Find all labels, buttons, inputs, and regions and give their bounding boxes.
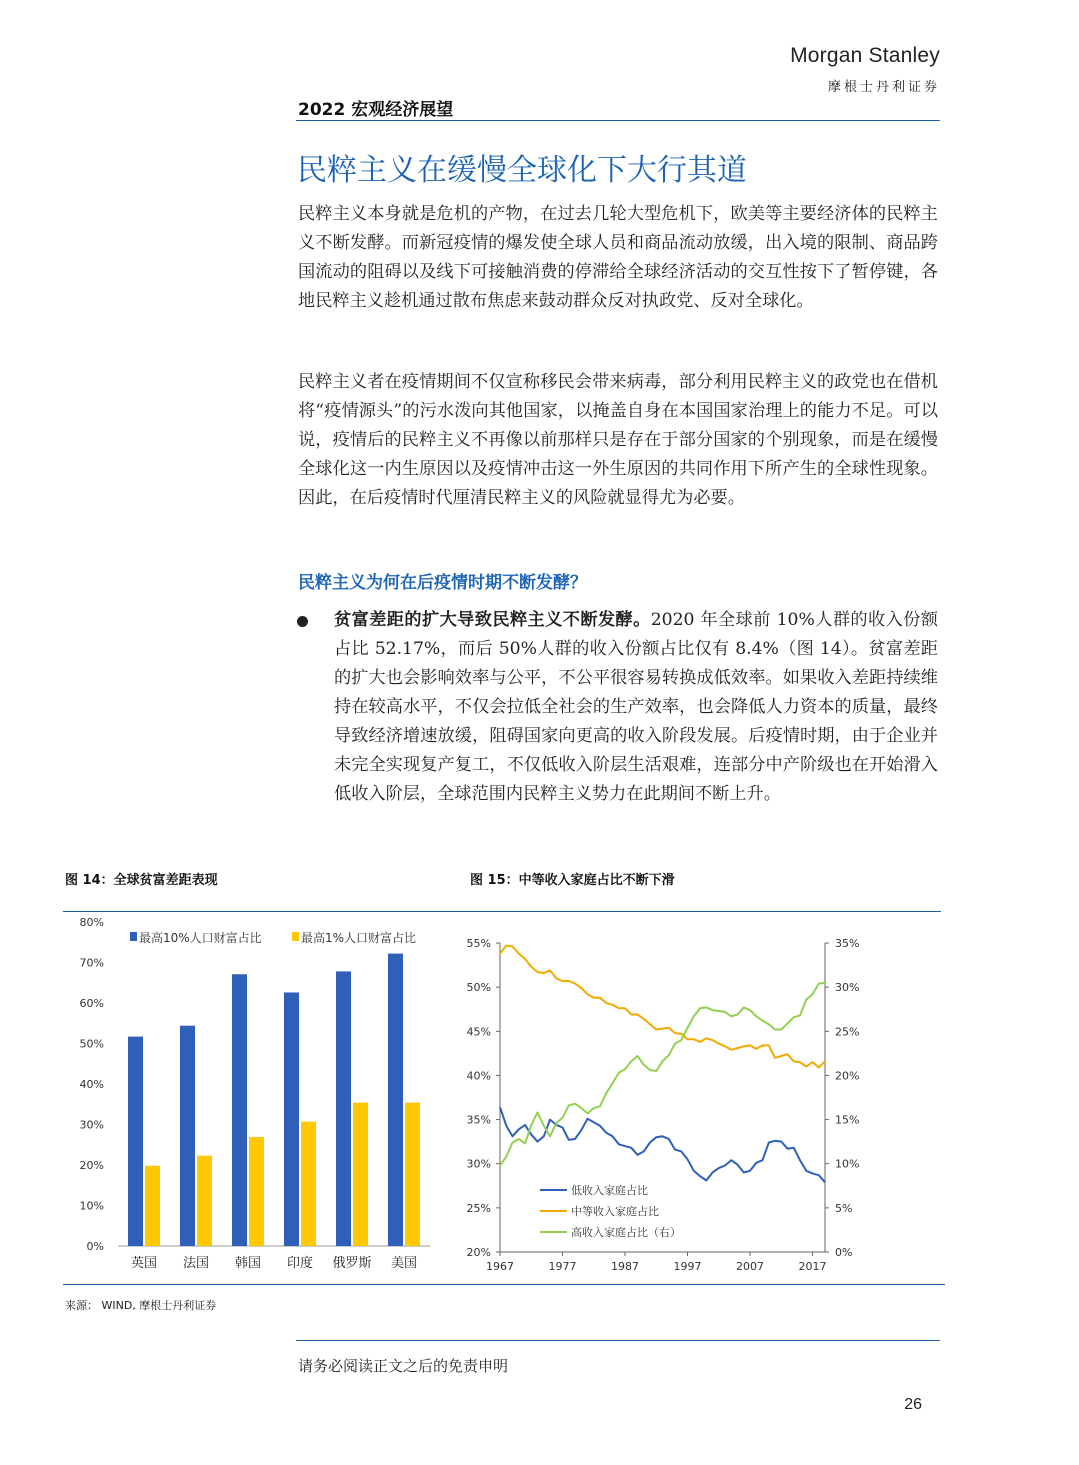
legend-label: 低收入家庭占比 (571, 1184, 648, 1197)
bullet-lead: 贫富差距的扩大导致民粹主义不断发酵。 (334, 610, 651, 630)
x-tick-label: 2017 (798, 1260, 827, 1273)
figure-source: 来源： WIND, 摩根士丹利证券 (65, 1299, 217, 1312)
right-tick-label: 20% (835, 1069, 860, 1083)
left-tick-label: 40% (466, 1069, 491, 1083)
bullet-body: 2020 年全球前 10%人群的收入份额占比 52.17%，而后 50%人群的收入份额占比仅有 8.4%（图 14）。贫富差距的扩大也会影响效率与公平，不公平很容易转换成低效率。如果收入差距持续维持在较高水平，不仅会拉低全社会的生产效率，也会降低人力资本的质量，最终导致经济增速放缓，阻碍国家向更高的收入阶段发展。后疫情时期，由于企业并未完全实现复产复工，不仅低收入阶层生活艰难，连部分中产阶级也在开始滑入低收入阶层，全球范围内民粹主义势力在此期间不断上升。 (334, 610, 938, 804)
right-tick-label: 0% (835, 1246, 853, 1259)
x-tick-label: 1967 (486, 1260, 514, 1273)
bar-top1 (301, 1122, 316, 1246)
header-divider (296, 120, 940, 121)
footer-divider (296, 1340, 940, 1341)
x-tick-label: 1997 (673, 1260, 702, 1273)
legend-label: 中等收入家庭占比 (571, 1205, 659, 1218)
x-tick-label: 印度 (286, 1256, 314, 1271)
bullet-dot-icon (297, 616, 308, 627)
income-share-line-chart (455, 925, 875, 1280)
legend-swatch (292, 932, 299, 941)
y-tick-label: 20% (79, 1159, 104, 1172)
left-tick-label: 35% (466, 1113, 491, 1127)
page-number: 26 (904, 1396, 922, 1413)
bar-top1 (353, 1103, 368, 1246)
bar-top1 (197, 1156, 212, 1246)
left-tick-label: 30% (466, 1157, 491, 1171)
legend-label: 高收入家庭占比（右） (571, 1226, 681, 1239)
legend-swatch (130, 932, 137, 941)
x-tick-label: 美国 (390, 1256, 418, 1271)
body-paragraph-1: 民粹主义本身就是危机的产物，在过去几轮大型危机下，欧美等主要经济体的民粹主义不断发酵。而新冠疫情的爆发使全球人员和商品流动放缓，出入境的限制、商品跨国流动的阻碍以及线下可接触消费的停滞给全球经济活动的交互性按下了暂停键，各地民粹主义趁机通过散布焦虑来鼓动群众反对执政党、反对全球化。 (298, 204, 938, 311)
disclaimer: 请务必阅读正文之后的免责申明 (298, 1357, 509, 1375)
left-tick-label: 55% (466, 937, 491, 950)
bar-top10 (232, 974, 247, 1246)
left-tick-label: 50% (466, 981, 491, 995)
left-tick-label: 25% (466, 1201, 491, 1215)
right-tick-label: 15% (835, 1113, 860, 1127)
figure-15-title: 图 15：中等收入家庭占比不断下滑 (470, 873, 675, 888)
bar-top1 (145, 1166, 160, 1246)
y-tick-label: 10% (79, 1199, 104, 1213)
series-line-2 (500, 946, 825, 1068)
x-tick-label: 2007 (736, 1260, 764, 1273)
series-line-1 (500, 1107, 825, 1182)
x-tick-label: 俄罗斯 (332, 1256, 372, 1271)
bar-top10 (180, 1026, 195, 1246)
legend-label: 最高1%人口财富占比 (301, 931, 417, 945)
right-tick-label: 30% (835, 981, 860, 995)
figure-14-title: 图 14：全球贫富差距表现 (65, 873, 218, 888)
x-tick-label: 韩国 (234, 1256, 262, 1271)
wealth-gap-bar-chart (60, 910, 440, 1280)
x-tick-label: 1987 (611, 1260, 639, 1273)
right-tick-label: 10% (835, 1157, 860, 1171)
left-tick-label: 20% (466, 1246, 491, 1259)
brand-name-en: Morgan Stanley (790, 44, 940, 67)
y-tick-label: 80% (79, 916, 104, 929)
right-tick-label: 35% (835, 937, 860, 950)
bar-top1 (249, 1137, 264, 1246)
series-line-3 (500, 983, 825, 1166)
report-title: 2022 宏观经济展望 (298, 100, 454, 120)
body-paragraph-2: 民粹主义者在疫情期间不仅宣称移民会带来病毒，部分利用民粹主义的政党也在借机将“疫情源头”的污水泼向其他国家，以掩盖自身在本国国家治理上的能力不足。可以说，疫情后的民粹主义不再像以前那样只是存在于部分国家的个别现象，而是在缓慢全球化这一内生原因以及疫情冲击这一外生原因的共同作用下所产生的全球性现象。因此，在后疫情时代厘清民粹主义的风险就显得尤为必要。 (298, 372, 938, 508)
y-tick-label: 60% (79, 997, 104, 1010)
figure-bottom-divider (63, 1284, 945, 1285)
legend-label: 最高10%人口财富占比 (139, 931, 262, 945)
bar-top10 (388, 954, 403, 1246)
x-tick-label: 英国 (130, 1256, 158, 1271)
x-tick-label: 法国 (182, 1256, 210, 1271)
y-tick-label: 0% (86, 1240, 104, 1253)
brand-name-cn: 摩根士丹利证券 (827, 80, 940, 95)
y-tick-label: 70% (79, 956, 104, 970)
y-tick-label: 50% (79, 1037, 104, 1051)
bar-top10 (284, 992, 299, 1246)
bar-top1 (405, 1103, 420, 1246)
left-tick-label: 45% (466, 1025, 491, 1039)
x-tick-label: 1977 (548, 1260, 577, 1273)
right-tick-label: 25% (835, 1025, 860, 1039)
bar-top10 (336, 971, 351, 1246)
section-title: 民粹主义在缓慢全球化下大行其道 (297, 153, 747, 188)
y-tick-label: 30% (79, 1118, 104, 1132)
subheading: 民粹主义为何在后疫情时期不断发酵？ (298, 573, 587, 593)
right-tick-label: 5% (835, 1201, 853, 1215)
bar-top10 (128, 1037, 143, 1246)
y-tick-label: 40% (79, 1078, 104, 1091)
bullet-paragraph (334, 606, 938, 809)
